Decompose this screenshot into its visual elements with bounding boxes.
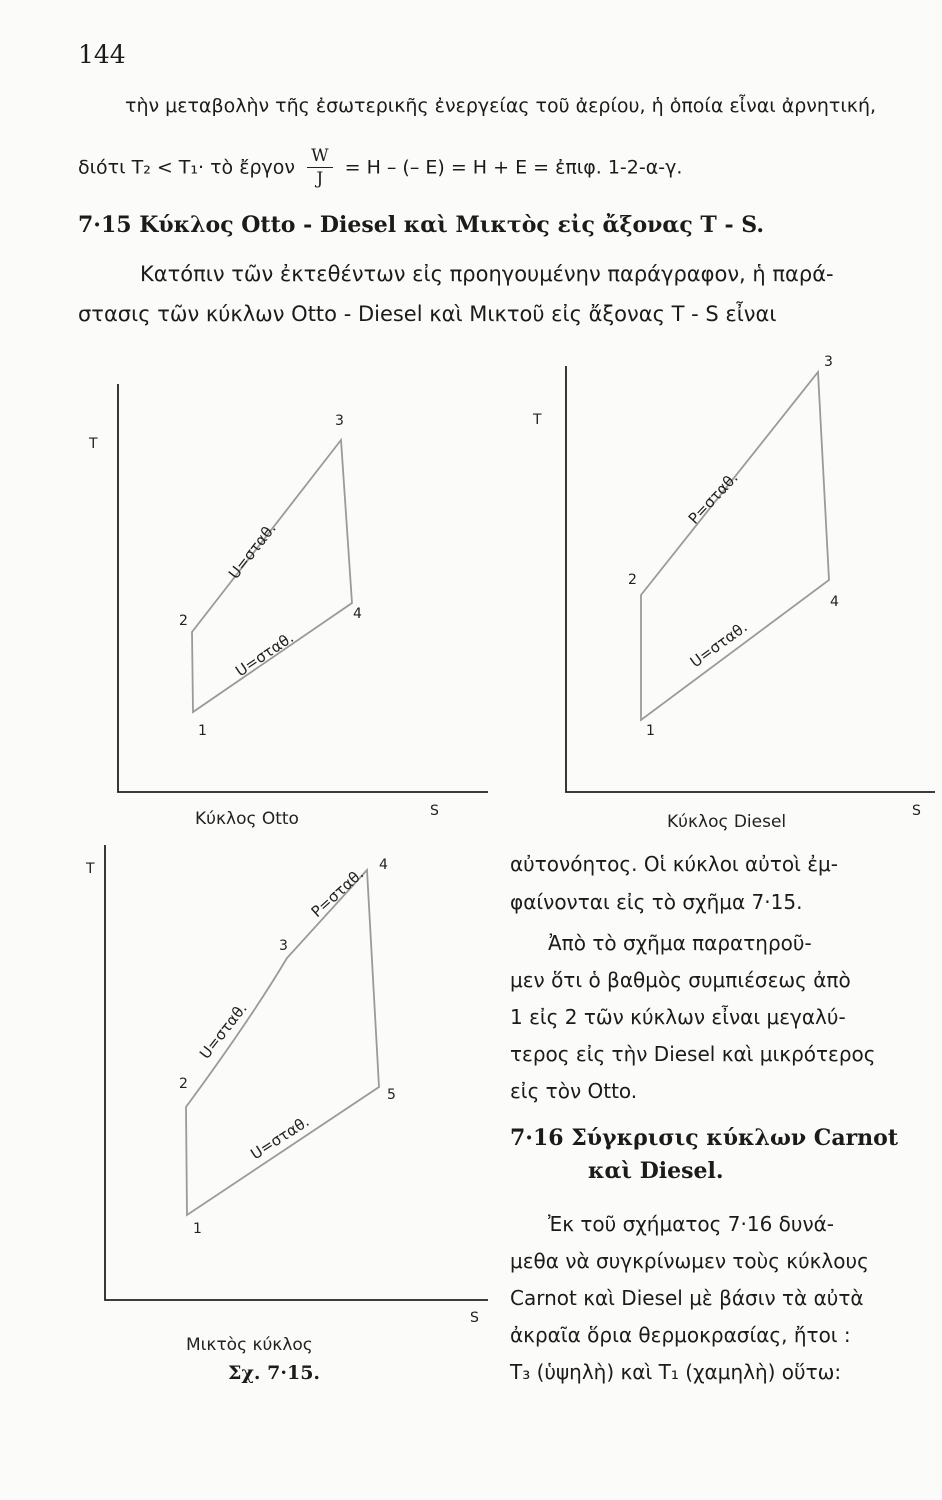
mixed-diagram [85, 845, 488, 1355]
mixed-process-upper: U=σταθ. [195, 999, 251, 1063]
right-text-line-7: εἰς τὸν Otto. [510, 1079, 638, 1103]
mixed-point-4: 4 [379, 857, 388, 873]
diesel-cycle-path [641, 372, 829, 720]
mixed-point-1: 1 [193, 1221, 202, 1237]
otto-cycle-path [192, 440, 352, 712]
diesel-axis-t: T [533, 412, 542, 428]
diesel-axis-s: S [912, 803, 921, 819]
diesel-point-2: 2 [628, 572, 637, 588]
otto-axis-s: S [430, 803, 439, 819]
right-text-line-5: 1 εἰς 2 τῶν κύκλων εἶναι μεγαλύ- [510, 1005, 846, 1029]
section-2-heading-line-2: καὶ Diesel. [588, 1158, 724, 1184]
mixed-process-p: P=σταθ. [307, 864, 368, 921]
section-heading: 7·15 Κύκλος Otto - Diesel καὶ Μικτὸς εἰς ἄξονας T - S. [78, 212, 764, 238]
right-text-line-4: μεν ὅτι ὁ βαθμὸς συμπιέσεως ἀπὸ [510, 968, 851, 992]
diesel-point-3: 3 [824, 354, 833, 370]
right-text2-line-3: Carnot καὶ Diesel μὲ βάσιν τὰ αὐτὰ [510, 1286, 864, 1310]
right-text2-line-5: T₃ (ὑψηλὴ) καὶ T₁ (χαμηλὴ) οὕτω: [510, 1360, 842, 1384]
fraction-denominator: J [316, 169, 324, 189]
mixed-process-lower: U=σταθ. [247, 1112, 313, 1164]
otto-axis-t: T [89, 436, 98, 452]
page-number: 144 [78, 40, 126, 69]
mixed-caption: Μικτὸς κύκλος [186, 1335, 313, 1355]
diesel-caption: Κύκλος Diesel [667, 812, 787, 832]
intro-line-2-end: = H – (– E) = H + E = ἐπιφ. 1-2-α-γ. [344, 156, 683, 179]
otto-diagram [88, 384, 488, 829]
right-text2-line-1: Ἐκ τοῦ σχήματος 7·16 δυνά- [548, 1212, 835, 1236]
mixed-axis-t: T [86, 861, 95, 877]
right-text2-line-2: μεθα νὰ συγκρίνωμεν τοὺς κύκλους [510, 1249, 869, 1273]
section-2-heading-line-1: 7·16 Σύγκρισις κύκλων Carnot [510, 1125, 898, 1151]
otto-point-2: 2 [179, 613, 188, 629]
figure-caption: Σχ. 7·15. [228, 1362, 321, 1384]
intro-line-2-start: διότι T₂ < T₁· τὸ ἔργον [78, 156, 296, 179]
right-text2-line-4: ἀκραῖα ὅρια θερμοκρασίας, ἤτοι : [510, 1323, 851, 1347]
diesel-axes [566, 366, 935, 792]
paragraph-line-1: Κατόπιν τῶν ἐκτεθέντων εἰς προηγουμένην παράγραφον, ἡ παρά- [140, 262, 834, 286]
fraction-numerator: W [307, 148, 332, 168]
otto-process-lower: U=σταθ. [232, 628, 297, 681]
right-text-line-2: φαίνονται εἰς τὸ σχῆμα 7·15. [510, 890, 803, 914]
mixed-point-3: 3 [279, 938, 288, 954]
right-text-line-6: τερος εἰς τὴν Diesel καὶ μικρότερος [510, 1042, 876, 1066]
mixed-axis-s: S [470, 1310, 479, 1326]
otto-caption: Κύκλος Otto [195, 809, 299, 829]
otto-point-4: 4 [353, 606, 362, 622]
diesel-diagram [532, 354, 935, 832]
intro-line-1: τὴν μεταβολὴν τῆς ἐσωτερικῆς ἐνεργείας τοῦ ἀερίου, ἡ ὁποία εἶναι ἀρνητική, [125, 95, 877, 117]
mixed-axes [105, 845, 488, 1300]
otto-point-3: 3 [335, 413, 344, 429]
right-text-line-1: αὐτονόητος. Οἱ κύκλοι αὐτοὶ ἐμ- [510, 852, 838, 876]
otto-process-upper: U=σταθ. [224, 519, 280, 583]
diesel-process-lower: U=σταθ. [686, 617, 751, 672]
diesel-point-1: 1 [646, 723, 655, 739]
otto-axes [118, 384, 488, 792]
right-text-line-3: Ἀπὸ τὸ σχῆμα παρατηροῦ- [548, 931, 812, 955]
mixed-point-5: 5 [387, 1087, 396, 1103]
mixed-point-2: 2 [179, 1076, 188, 1092]
diesel-process-upper: P=σταθ. [684, 468, 742, 528]
otto-point-1: 1 [198, 723, 207, 739]
paragraph-line-2: στασις τῶν κύκλων Otto - Diesel καὶ Μικτοῦ εἰς ἄξονας T - S εἶναι [78, 302, 777, 326]
diesel-point-4: 4 [830, 594, 839, 610]
